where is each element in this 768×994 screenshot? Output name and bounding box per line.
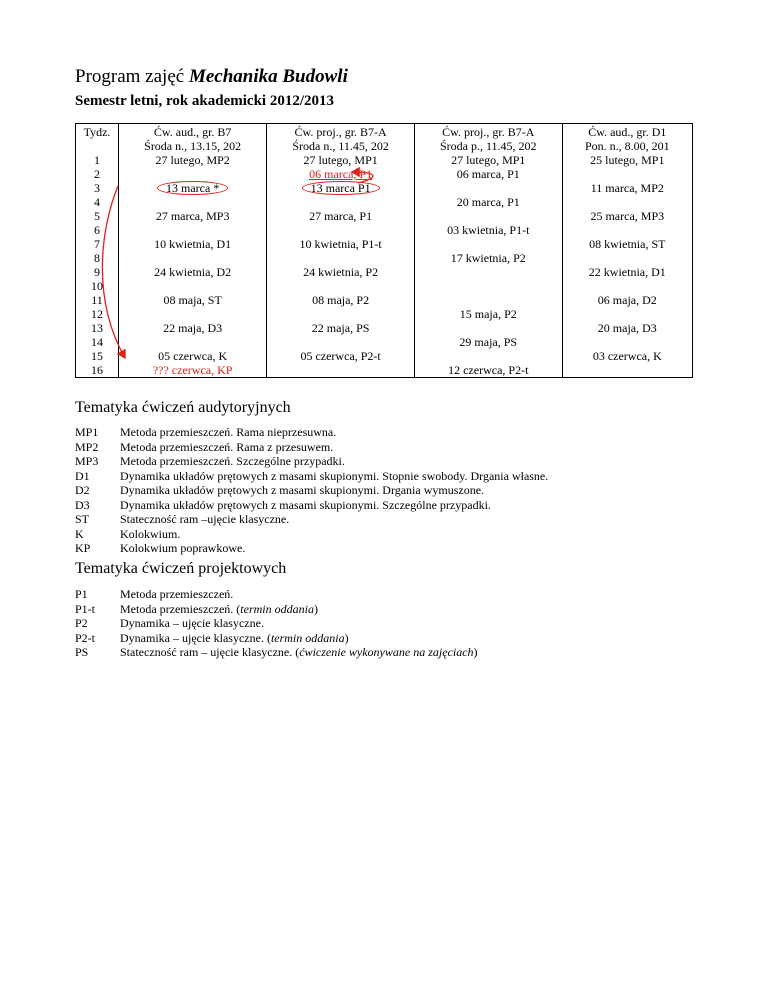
- schedule-cell: 15 maja, P2: [414, 307, 562, 321]
- table-row: [76, 195, 693, 209]
- schedule-cell: [119, 279, 267, 293]
- schedule-body: [76, 153, 693, 378]
- legend-note: termin oddania: [270, 630, 345, 645]
- schedule-cell: [119, 335, 267, 349]
- schedule-cell: 29 maja, PS: [414, 335, 562, 349]
- schedule-cell: [414, 279, 562, 293]
- table-header-row: [76, 124, 693, 154]
- schedule-cell: 03 czerwca, K: [562, 349, 692, 363]
- schedule-cell: [119, 181, 267, 195]
- week-number-cell: 4: [76, 195, 119, 209]
- week-number-cell: 2: [76, 167, 119, 181]
- schedule-cell: 06 marca, P1: [267, 167, 415, 181]
- schedule-cell: [562, 307, 692, 321]
- table-row: [76, 209, 693, 223]
- proj-legend: [75, 587, 478, 660]
- legend-row: [75, 541, 548, 556]
- schedule-cell: [562, 167, 692, 181]
- week-number-cell: 14: [76, 335, 119, 349]
- table-row: [76, 265, 693, 279]
- table-row: [76, 335, 693, 349]
- schedule-cell: 03 kwietnia, P1-t: [414, 223, 562, 237]
- legend-row: [75, 425, 548, 440]
- schedule-cell: 11 marca, MP2: [562, 181, 692, 195]
- schedule-cell: [119, 195, 267, 209]
- schedule-cell: 27 marca, P1: [267, 209, 415, 223]
- schedule-cell: [414, 209, 562, 223]
- legend-description: Kolokwium poprawkowe.: [120, 541, 246, 555]
- legend-description: Metoda przemieszczeń. Rama nieprzesuwna.: [120, 425, 337, 439]
- schedule-cell: [267, 181, 415, 195]
- legend-row: [75, 469, 548, 484]
- table-row: [76, 167, 693, 181]
- schedule-cell: [119, 223, 267, 237]
- table-row: [76, 349, 693, 363]
- schedule-cell: [267, 307, 415, 321]
- legend-description: Dynamika – ujęcie klasyczne. (termin oddania): [120, 630, 349, 645]
- legend-code: D1: [75, 468, 90, 483]
- header-col1: Ćw. aud., gr. B7 Środa n., 13.15, 202: [119, 124, 267, 154]
- legend-description: Metoda przemieszczeń. (termin oddania): [120, 601, 318, 616]
- legend-row: [75, 483, 548, 498]
- table-row: [76, 153, 693, 167]
- table-row: [76, 237, 693, 251]
- table-row: [76, 251, 693, 265]
- table-row: [76, 307, 693, 321]
- table-row: [76, 321, 693, 335]
- schedule-cell: 05 czerwca, P2-t: [267, 349, 415, 363]
- schedule-cell: [562, 335, 692, 349]
- legend-description: Metoda przemieszczeń.: [120, 587, 234, 601]
- header-week: Tydz.: [76, 124, 119, 154]
- legend-code: MP1: [75, 425, 99, 439]
- table-row: [76, 181, 693, 195]
- schedule-cell: [267, 279, 415, 293]
- schedule-table: [75, 123, 693, 378]
- week-number-cell: 5: [76, 209, 119, 223]
- week-number-cell: 1: [76, 153, 119, 167]
- legend-row: [75, 631, 478, 646]
- header-col4: Ćw. aud., gr. D1 Pon. n., 8.00, 201: [562, 124, 692, 154]
- title-prefix: Program zajęć: [75, 66, 189, 87]
- schedule-cell: 20 maja, D3: [562, 321, 692, 335]
- schedule-cell: 24 kwietnia, P2: [267, 265, 415, 279]
- schedule-cell: 25 marca, MP3: [562, 209, 692, 223]
- legend-code: MP3: [75, 454, 99, 468]
- schedule-cell: 22 kwietnia, D1: [562, 265, 692, 279]
- schedule-cell: [267, 363, 415, 378]
- schedule-cell: [414, 349, 562, 363]
- schedule-cell: [119, 251, 267, 265]
- schedule-cell: 08 maja, P2: [267, 293, 415, 307]
- legend-code: KP: [75, 541, 91, 555]
- legend-description: Stateczność ram –ujęcie klasyczne.: [120, 512, 290, 526]
- header-col2: Ćw. proj., gr. B7-A Środa n., 11.45, 202: [267, 124, 415, 154]
- week-number-cell: 13: [76, 321, 119, 335]
- schedule-cell: 05 czerwca, K: [119, 349, 267, 363]
- schedule-cell: 17 kwietnia, P2: [414, 251, 562, 265]
- page-title: [75, 66, 348, 88]
- schedule-cell: 08 kwietnia, ST: [562, 237, 692, 251]
- schedule-cell: 06 maja, D2: [562, 293, 692, 307]
- legend-code: K: [75, 526, 84, 541]
- legend-code: MP2: [75, 439, 99, 454]
- legend-description: Dynamika – ujęcie klasyczne.: [120, 616, 264, 630]
- table-row: [76, 279, 693, 293]
- legend-row: [75, 512, 548, 527]
- schedule-cell: 27 lutego, MP1: [414, 153, 562, 167]
- schedule-cell: [562, 279, 692, 293]
- table-row: [76, 293, 693, 307]
- legend-description: Kolokwium.: [120, 526, 181, 541]
- table-row: [76, 363, 693, 378]
- schedule-cell: 10 kwietnia, P1-t: [267, 237, 415, 251]
- schedule-cell: 27 lutego, MP1: [267, 153, 415, 167]
- week-number-cell: 15: [76, 349, 119, 363]
- schedule-cell: [562, 223, 692, 237]
- aud-legend: [75, 425, 548, 556]
- legend-row: [75, 645, 478, 660]
- schedule-cell: [414, 321, 562, 335]
- schedule-cell: [562, 195, 692, 209]
- schedule-cell: 25 lutego, MP1: [562, 153, 692, 167]
- week-number-cell: 16: [76, 363, 119, 378]
- legend-code: P1: [75, 587, 88, 601]
- legend-code: P2: [75, 616, 88, 630]
- legend-row: [75, 440, 548, 455]
- table-row: [76, 223, 693, 237]
- schedule-cell: 27 marca, MP3: [119, 209, 267, 223]
- legend-row: [75, 602, 478, 617]
- title-course-name: Mechanika Budowli: [188, 66, 348, 87]
- circled-entry: 13 marca P1: [302, 181, 380, 195]
- legend-row: [75, 527, 548, 542]
- schedule-cell: [267, 335, 415, 349]
- legend-description: Metoda przemieszczeń. Rama z przesuwem.: [120, 439, 334, 454]
- legend-code: D3: [75, 497, 90, 512]
- schedule-cell: [119, 167, 267, 181]
- legend-note: termin oddania: [240, 601, 314, 616]
- legend-row: [75, 616, 478, 631]
- legend-code: PS: [75, 645, 89, 659]
- week-number-cell: 6: [76, 223, 119, 237]
- schedule-cell: [267, 251, 415, 265]
- schedule-cell: ??? czerwca, KP: [119, 363, 267, 378]
- legend-row: [75, 587, 478, 602]
- schedule-cell: [414, 265, 562, 279]
- legend-code: ST: [75, 512, 90, 526]
- schedule-cell: 27 lutego, MP2: [119, 153, 267, 167]
- schedule-cell: [414, 181, 562, 195]
- week-number-cell: 11: [76, 293, 119, 307]
- schedule-cell: [267, 223, 415, 237]
- schedule-cell: 06 marca, P1: [414, 167, 562, 181]
- legend-description: Dynamika układów prętowych z masami skupionymi. Drgania wymuszone.: [120, 483, 485, 497]
- schedule-cell: 22 maja, PS: [267, 321, 415, 335]
- schedule-cell: 20 marca, P1: [414, 195, 562, 209]
- circled-entry: 13 marca *: [157, 181, 228, 195]
- legend-code: D2: [75, 483, 90, 497]
- aud-section-title: Tematyka ćwiczeń audytoryjnych: [75, 399, 291, 416]
- schedule-cell: [562, 251, 692, 265]
- schedule-cell: [414, 237, 562, 251]
- schedule-cell: 10 kwietnia, D1: [119, 237, 267, 251]
- week-number-cell: 7: [76, 237, 119, 251]
- legend-row: [75, 498, 548, 513]
- schedule-cell: [119, 307, 267, 321]
- week-number-cell: 8: [76, 251, 119, 265]
- legend-note: ćwiczenie wykonywane na zajęciach: [299, 645, 474, 659]
- legend-row: [75, 454, 548, 469]
- page-subtitle: Semestr letni, rok akademicki 2012/2013: [75, 93, 335, 109]
- schedule-cell: 12 czerwca, P2-t: [414, 363, 562, 378]
- week-number-cell: 9: [76, 265, 119, 279]
- legend-description: Stateczność ram – ujęcie klasyczne. (ćwiczenie wykonywane na zajęciach): [120, 645, 478, 659]
- legend-code: P2-t: [75, 630, 96, 645]
- schedule-cell: 24 kwietnia, D2: [119, 265, 267, 279]
- schedule-cell: [414, 293, 562, 307]
- schedule-cell: [267, 195, 415, 209]
- legend-code: P1-t: [75, 601, 96, 616]
- schedule-cell: 08 maja, ST: [119, 293, 267, 307]
- schedule-cell: 22 maja, D3: [119, 321, 267, 335]
- legend-description: Dynamika układów prętowych z masami skupionymi. Stopnie swobody. Drgania własne.: [120, 468, 549, 483]
- legend-description: Dynamika układów prętowych z masami skupionymi. Szczególne przypadki.: [120, 497, 491, 512]
- schedule-cell: [562, 363, 692, 378]
- header-col3: Ćw. proj., gr. B7-A Środa p., 11.45, 202: [414, 124, 562, 154]
- legend-description: Metoda przemieszczeń. Szczególne przypadki.: [120, 454, 345, 468]
- week-number-cell: 3: [76, 181, 119, 195]
- week-number-cell: 10: [76, 279, 119, 293]
- week-number-cell: 12: [76, 307, 119, 321]
- proj-section-title: Tematyka ćwiczeń projektowych: [75, 560, 287, 577]
